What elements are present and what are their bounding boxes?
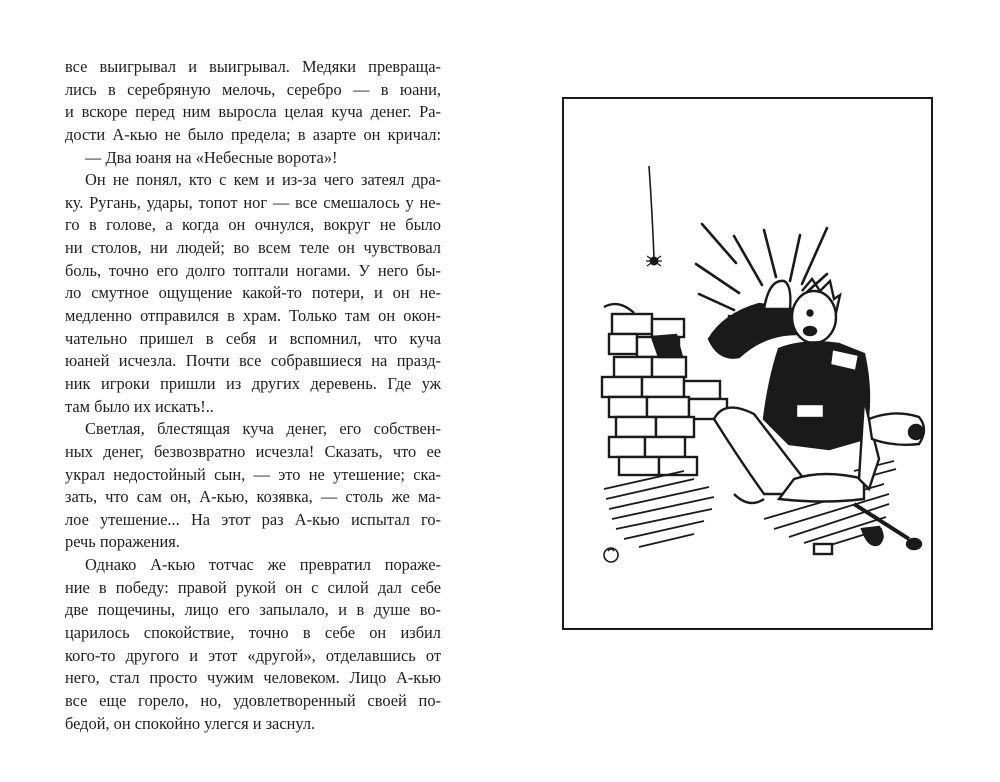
text-line: царилось спокойствие, точно в себе он избил [65,623,441,643]
text-line: зать, что сам он, А-кью, козявка, — столь же ма- [65,487,441,507]
illustration-frame [562,97,933,630]
text-line: лое утешение... На этот раз А-кью испытал го- [65,509,441,529]
text-line: дости А-кью не было предела; в азарте он кричал: [65,124,441,144]
text-line: там было их искать!.. [65,396,214,416]
artist-signature [604,548,618,562]
text-line: боль, точно его долго топтали ногами. У него бы- [65,260,441,280]
spider-icon [646,166,662,266]
text-line: украл недостойный сын, — это не утешение; ска- [65,464,441,484]
brick-wall [602,304,727,475]
text-line: Однако А-кью тотчас же превратил пораже- [85,555,441,575]
ink-drawing-illustration [564,99,931,628]
text-line: и вскоре перед ним выросла целая куча денег. Ра- [65,102,441,122]
text-line: ни столов, ни людей; во всем теле он чувствовал [65,238,441,258]
body-text [65,56,441,735]
text-line: ло смутное ощущение какой-то потери, и он не- [65,283,441,303]
text-line: речь поражения. [65,532,180,552]
text-line: го в голове, а когда он очнулся, вокруг не было [65,215,441,235]
man-figure [709,279,879,503]
text-line: Он не понял, кто с кем и из-за чего затеял дра- [85,170,441,190]
text-line: ку. Ругань, удары, топот ног — все смешалось у не- [65,192,441,212]
text-line: — Два юаня на «Небесные ворота»! [85,147,338,167]
text-line: ных денег, безвозвратно исчезла! Сказать, что ее [65,441,441,461]
text-line: ник игроки пришли из других деревень. Где уж [65,373,441,393]
text-line: чательно пришел в себя и вспомнил, что куча [65,328,441,348]
text-line: него, стал просто чужим человеком. Лицо А-кью [65,668,441,688]
text-line: Светлая, блестящая куча денег, его собствен- [85,419,441,439]
text-line: ние в победу: правой рукой он с силой дал себе [65,577,441,597]
text-line: кого-то другого и этот «другой», отделавшись от [65,645,441,665]
text-line: две пощечины, лицо его запылало, и в душе во- [65,600,441,620]
text-line: медленно отправился в храм. Только там он окон- [65,306,441,326]
text-line: бедой, он спокойно улегся и заснул. [65,713,316,733]
text-line: все еще горело, но, удовлетворенный своей по- [65,690,441,710]
text-line: юаней исчезла. Почти все собравшиеся на празд- [65,351,441,371]
text-line: все выигрывал и выигрывал. Медяки превраща- [65,57,441,76]
bundle [869,413,924,444]
text-line: лись в серебряную мелочь, серебро — в юани, [65,79,441,99]
